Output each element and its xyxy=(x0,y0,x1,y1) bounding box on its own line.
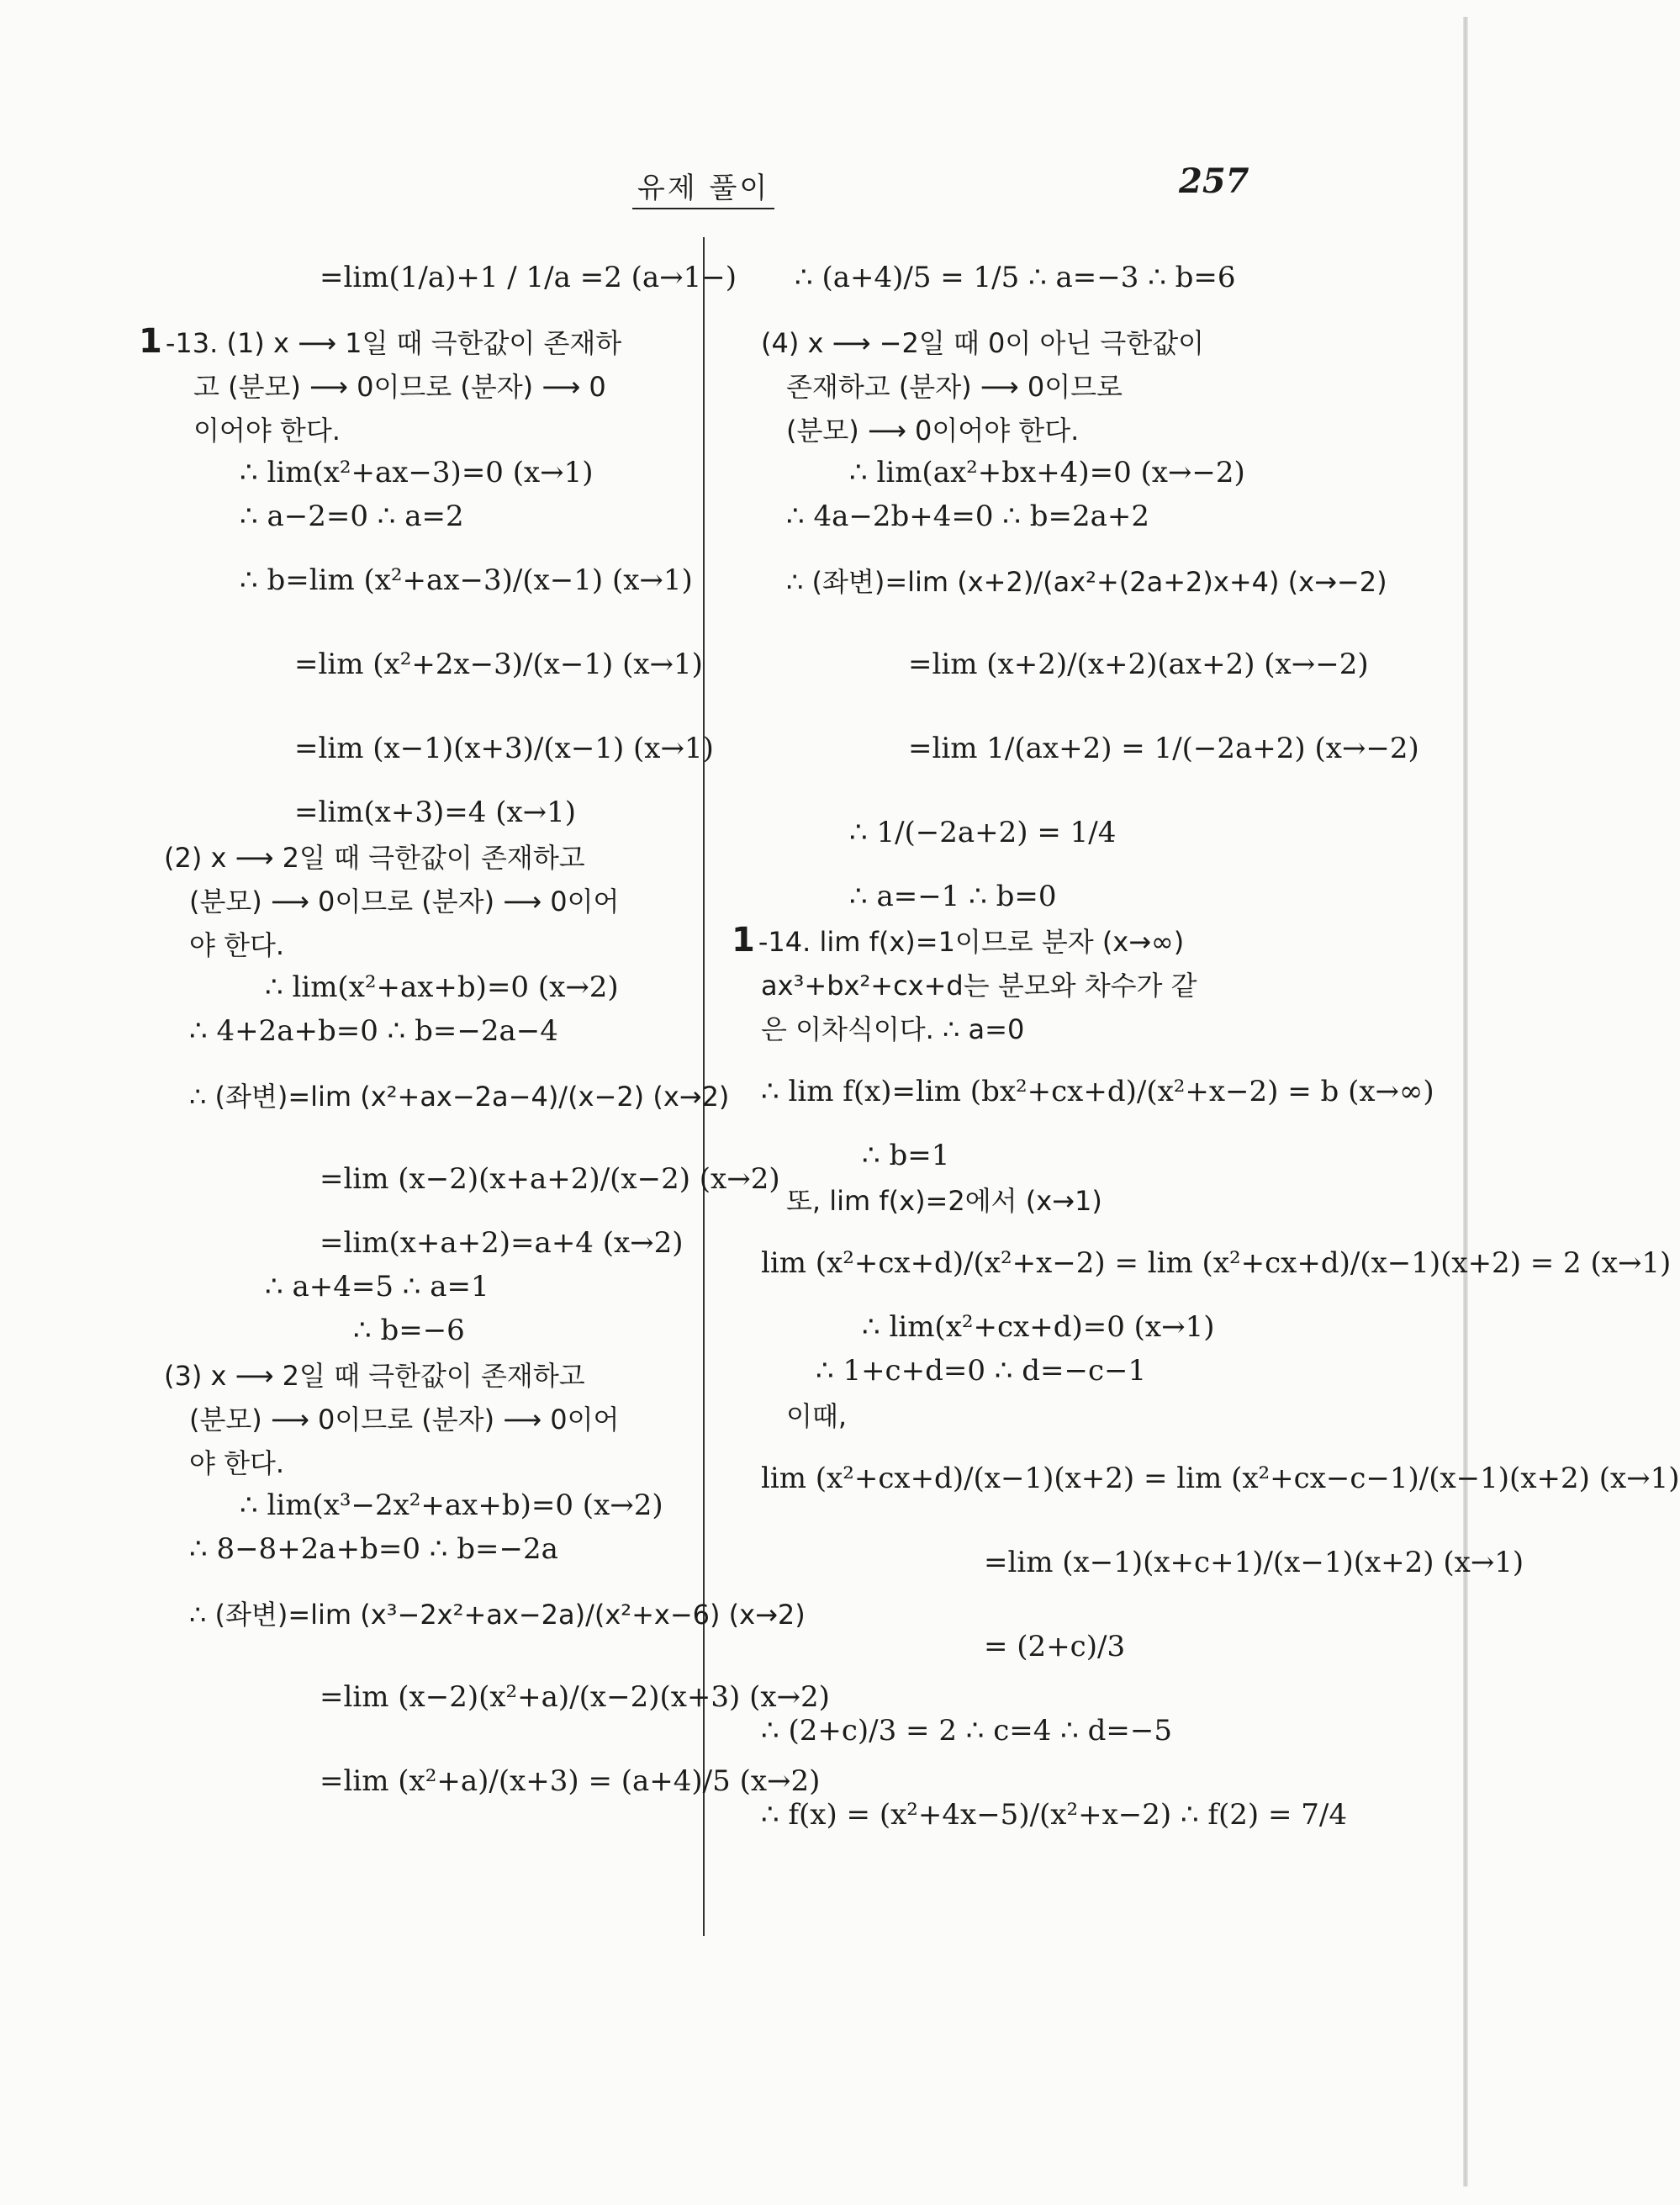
solution-text: ∴ a+4=5 ∴ a=1 xyxy=(265,1270,489,1303)
solution-line xyxy=(139,706,714,791)
solution-text: (2) x ⟶ 2일 때 극한값이 존재하고 xyxy=(164,842,585,874)
solution-text: ∴ lim(x²+ax−3)=0 (x→1) xyxy=(240,456,594,489)
solution-text: ∴ lim f(x)=lim (bx²+cx+d)/(x²+x−2) = b (x→∞) xyxy=(761,1075,1434,1108)
solution-text: ∴ 1/(−2a+2) = 1/4 xyxy=(849,816,1117,849)
solution-text: ∴ b=lim (x²+ax−3)/(x−1) (x→1) xyxy=(240,563,693,597)
page-number: 257 xyxy=(1179,161,1249,201)
solution-line xyxy=(732,407,1286,451)
solution-line xyxy=(139,1571,806,1655)
solution-line xyxy=(732,1349,1286,1393)
solution-line xyxy=(732,363,1286,407)
solution-text: 야 한다. xyxy=(189,1447,285,1479)
solution-text: =lim(1/a)+1 / 1/a =2 (a→1−) xyxy=(320,261,737,294)
solution-line xyxy=(732,494,1286,538)
solution-line xyxy=(139,235,737,320)
solution-text: =lim (x−1)(x+3)/(x−1) (x→1) xyxy=(294,732,714,765)
solution-line xyxy=(139,1265,677,1309)
solution-text: ∴ (a+4)/5 = 1/5 ∴ a=−3 ∴ b=6 xyxy=(795,261,1236,294)
solution-line xyxy=(139,922,677,965)
solution-text: ∴ b=−6 xyxy=(353,1314,465,1347)
solution-line xyxy=(139,1655,830,1739)
solution-line xyxy=(732,1134,1286,1177)
solution-text: =lim 1/(ax+2) = 1/(−2a+2) (x→−2) xyxy=(908,732,1419,765)
solution-text: ∴ (좌변)=lim (x³−2x²+ax−2a)/(x²+x−6) (x→2) xyxy=(189,1599,806,1631)
page-edge-shadow xyxy=(1463,17,1468,2186)
solution-text: ∴ 1+c+d=0 ∴ d=−c−1 xyxy=(816,1354,1147,1388)
solution-line xyxy=(732,622,1369,706)
solution-line xyxy=(732,451,1286,494)
solution-text: 이때, xyxy=(786,1400,847,1432)
solution-line xyxy=(732,1050,1434,1134)
solution-text: ∴ 4a−2b+4=0 ∴ b=2a+2 xyxy=(786,500,1149,533)
solution-text: -14. lim f(x)=1이므로 분자 (x→∞) xyxy=(758,926,1185,958)
solution-line xyxy=(139,1440,677,1483)
problem-number: 1 xyxy=(732,921,755,960)
solution-text: =lim (x²+a)/(x+3) = (a+4)/5 (x→2) xyxy=(320,1764,821,1798)
solution-line xyxy=(139,451,677,494)
solution-text: ax³+bx²+cx+d는 분모와 차수가 같 xyxy=(761,970,1197,1002)
solution-line xyxy=(139,1309,677,1352)
solution-line xyxy=(139,494,677,538)
solution-text: ∴ a=−1 ∴ b=0 xyxy=(849,880,1057,913)
solution-line xyxy=(732,1605,1286,1689)
solution-line xyxy=(139,407,677,451)
solution-text: = (2+c)/3 xyxy=(984,1630,1126,1663)
solution-line xyxy=(139,965,677,1009)
solution-line xyxy=(732,1177,1286,1221)
solution-text: =lim (x−1)(x+c+1)/(x−1)(x+2) (x→1) xyxy=(984,1546,1524,1579)
solution-line xyxy=(139,1053,730,1137)
solution-text: ∴ lim(x²+cx+d)=0 (x→1) xyxy=(862,1310,1215,1344)
solution-line xyxy=(139,1739,821,1823)
solution-line xyxy=(732,918,1286,962)
solution-text: (4) x ⟶ −2일 때 0이 아닌 극한값이 xyxy=(761,327,1205,359)
solution-line xyxy=(732,1773,1347,1857)
solution-text: ∴ f(x) = (x²+4x−5)/(x²+x−2) ∴ f(2) = 7/4 xyxy=(761,1798,1347,1832)
solution-line xyxy=(139,1137,780,1221)
page-header-title: 유제 풀이 xyxy=(632,165,774,209)
solution-line xyxy=(139,834,677,878)
solution-line xyxy=(139,538,693,622)
solution-line xyxy=(139,320,677,363)
solution-text: ∴ (좌변)=lim (x²+ax−2a−4)/(x−2) (x→2) xyxy=(189,1081,730,1113)
solution-text: =lim(x+a+2)=a+4 (x→2) xyxy=(320,1226,684,1260)
solution-text: =lim (x²+2x−3)/(x−1) (x→1) xyxy=(294,648,703,681)
solution-text: 또, lim f(x)=2에서 (x→1) xyxy=(786,1185,1102,1217)
solution-text: 이어야 한다. xyxy=(193,415,341,447)
solution-line xyxy=(732,706,1419,791)
solution-line xyxy=(732,538,1387,622)
solution-text: 고 (분모) ⟶ 0이므로 (분자) ⟶ 0 xyxy=(193,371,606,403)
solution-text: (분모) ⟶ 0이므로 (분자) ⟶ 0이어 xyxy=(189,886,620,917)
solution-text: ∴ (2+c)/3 = 2 ∴ c=4 ∴ d=−5 xyxy=(761,1714,1172,1748)
solution-line xyxy=(139,1483,677,1527)
solution-text: ∴ 8−8+2a+b=0 ∴ b=−2a xyxy=(189,1532,558,1566)
solution-line xyxy=(732,1221,1672,1305)
solution-text: ∴ a−2=0 ∴ a=2 xyxy=(240,500,464,533)
solution-text: (분모) ⟶ 0이어야 한다. xyxy=(786,415,1080,447)
solution-text: ∴ lim(ax²+bx+4)=0 (x→−2) xyxy=(849,456,1245,489)
solution-line xyxy=(732,1436,1680,1520)
solution-line xyxy=(732,791,1286,875)
solution-text: (3) x ⟶ 2일 때 극한값이 존재하고 xyxy=(164,1360,585,1392)
solution-line xyxy=(139,1352,677,1396)
solution-line xyxy=(139,622,703,706)
solution-text: ∴ lim(x³−2x²+ax+b)=0 (x→2) xyxy=(240,1489,663,1522)
solution-line xyxy=(732,320,1286,363)
solution-text: (분모) ⟶ 0이므로 (분자) ⟶ 0이어 xyxy=(189,1404,620,1436)
solution-line xyxy=(139,878,677,922)
solution-line xyxy=(732,1520,1524,1605)
solution-line xyxy=(139,791,677,834)
solution-text: =lim (x−2)(x+a+2)/(x−2) (x→2) xyxy=(320,1162,780,1196)
solution-text: =lim (x+2)/(x+2)(ax+2) (x→−2) xyxy=(908,648,1369,681)
solution-text: ∴ (좌변)=lim (x+2)/(ax²+(2a+2)x+4) (x→−2) xyxy=(786,566,1387,598)
solution-line xyxy=(732,1393,1286,1436)
solution-line xyxy=(732,1689,1286,1773)
solution-text: 존재하고 (분자) ⟶ 0이므로 xyxy=(786,371,1123,403)
solution-text: 야 한다. xyxy=(189,929,285,961)
solution-line xyxy=(139,1527,677,1571)
right-column xyxy=(732,235,1680,1857)
solution-text: lim (x²+cx+d)/(x²+x−2) = lim (x²+cx+d)/(x−1)(x+2) = 2 (x→1) xyxy=(761,1246,1672,1280)
solution-line xyxy=(732,962,1286,1006)
solution-line xyxy=(732,1305,1286,1349)
solution-text: ∴ 4+2a+b=0 ∴ b=−2a−4 xyxy=(189,1014,558,1048)
solution-line xyxy=(732,1006,1286,1050)
solution-text: lim (x²+cx+d)/(x−1)(x+2) = lim (x²+cx−c−1)/(x−1)(x+2) (x→1) xyxy=(761,1462,1680,1495)
solution-text: -13. (1) x ⟶ 1일 때 극한값이 존재하 xyxy=(165,327,622,359)
solution-line xyxy=(139,1221,684,1265)
solution-line xyxy=(139,1396,677,1440)
solution-text: ∴ lim(x²+ax+b)=0 (x→2) xyxy=(265,970,619,1004)
solution-line xyxy=(139,363,677,407)
solution-text: ∴ b=1 xyxy=(862,1139,950,1172)
problem-number: 1 xyxy=(139,322,162,361)
solution-line xyxy=(732,875,1286,918)
solution-text: 은 이차식이다. ∴ a=0 xyxy=(761,1013,1025,1045)
solution-line xyxy=(732,235,1286,320)
solution-text: =lim(x+3)=4 (x→1) xyxy=(294,796,577,829)
solution-line xyxy=(139,1009,677,1053)
solution-text: =lim (x−2)(x²+a)/(x−2)(x+3) (x→2) xyxy=(320,1680,830,1714)
